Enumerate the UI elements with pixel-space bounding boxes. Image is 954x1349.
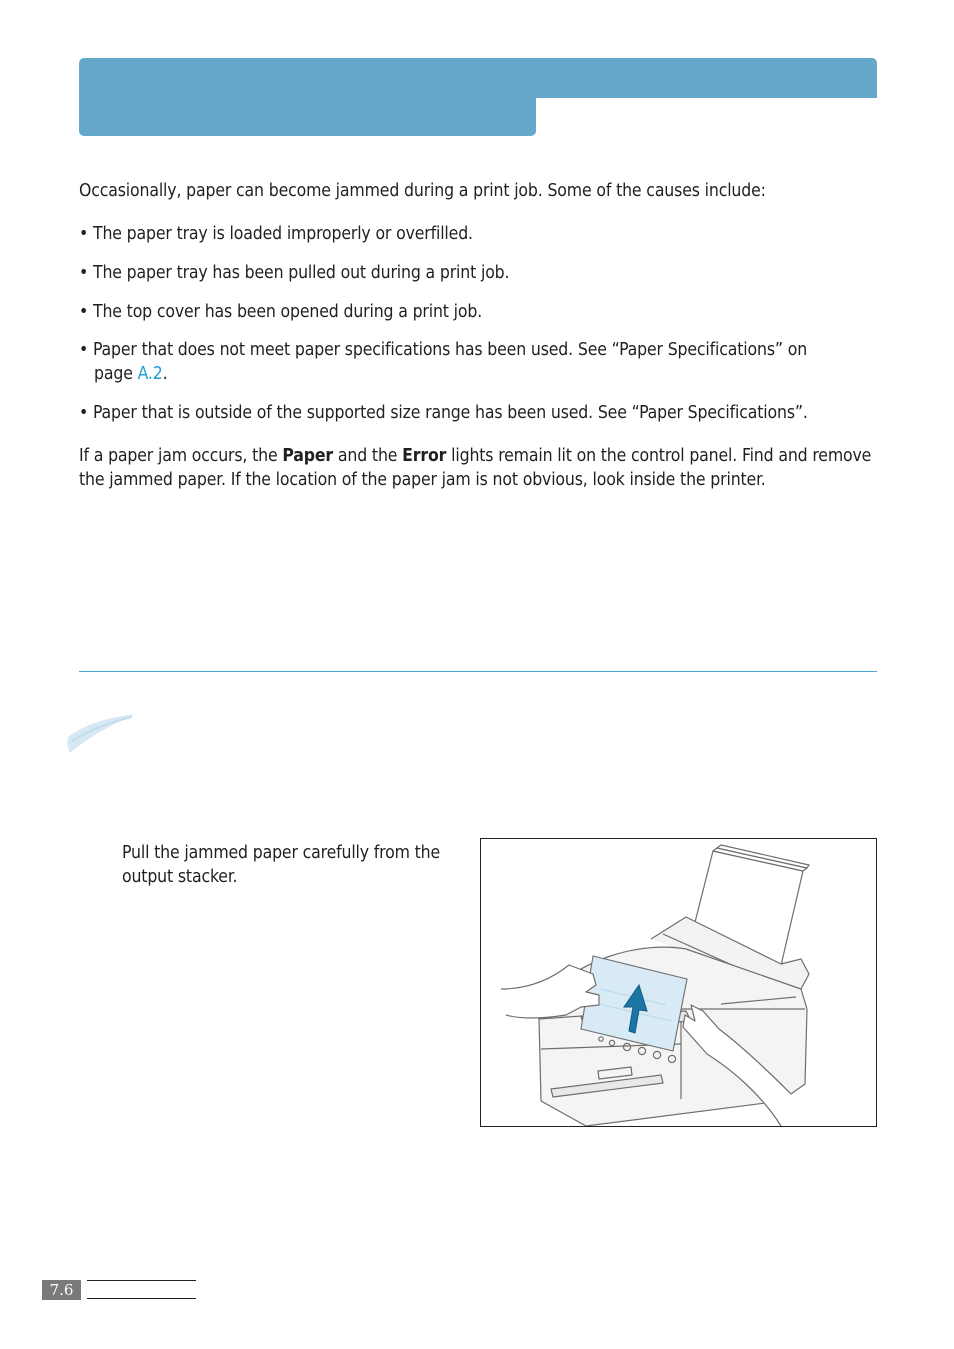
cause-bullet-3: • The top cover has been opened during a print job. — [79, 302, 483, 322]
jam-text-2: and the — [333, 446, 403, 466]
section-rule — [79, 671, 877, 672]
cause-bullet-2: • The paper tray has been pulled out during a print job. — [79, 263, 510, 283]
error-light-label: Error — [402, 446, 447, 466]
jam-paragraph — [79, 444, 879, 492]
brush-stroke-icon — [66, 711, 138, 757]
cause-bullet-4-suffix: . — [162, 364, 168, 384]
cause-bullet-5: • Paper that is outside of the supported size range has been used. See “Paper Specifications”. — [79, 403, 808, 423]
cause-bullet-4-text: • Paper that does not meet paper specifications has been used. See “Paper Specifications” on — [79, 340, 808, 360]
printer-jam-image — [481, 839, 876, 1126]
intro-paragraph: Occasionally, paper can become jammed during a print job. Some of the causes include: — [79, 181, 766, 201]
footer-rule-bottom — [87, 1298, 196, 1299]
jam-text-1: If a paper jam occurs, the — [79, 446, 283, 466]
page-number: 7.6 — [42, 1280, 81, 1300]
cause-bullet-4 — [79, 338, 879, 386]
footer-rule-top — [87, 1280, 196, 1281]
cause-bullet-1: • The paper tray is loaded improperly or overfilled. — [79, 224, 473, 244]
page-link-a2[interactable]: A.2 — [137, 364, 163, 384]
cause-bullet-4-prefix: page — [94, 364, 138, 384]
jam-text-3: lights remain lit on the control panel. Find and remove the jammed paper. If the location of the paper jam is not obvious, look inside the printer. — [79, 446, 872, 490]
step-instruction: Pull the jammed paper carefully from the output stacker. — [122, 843, 441, 887]
cause-bullet-4-continuation — [79, 362, 879, 386]
printer-illustration — [480, 838, 877, 1127]
title-banner-tab — [79, 90, 536, 136]
paper-light-label: Paper — [282, 446, 334, 466]
